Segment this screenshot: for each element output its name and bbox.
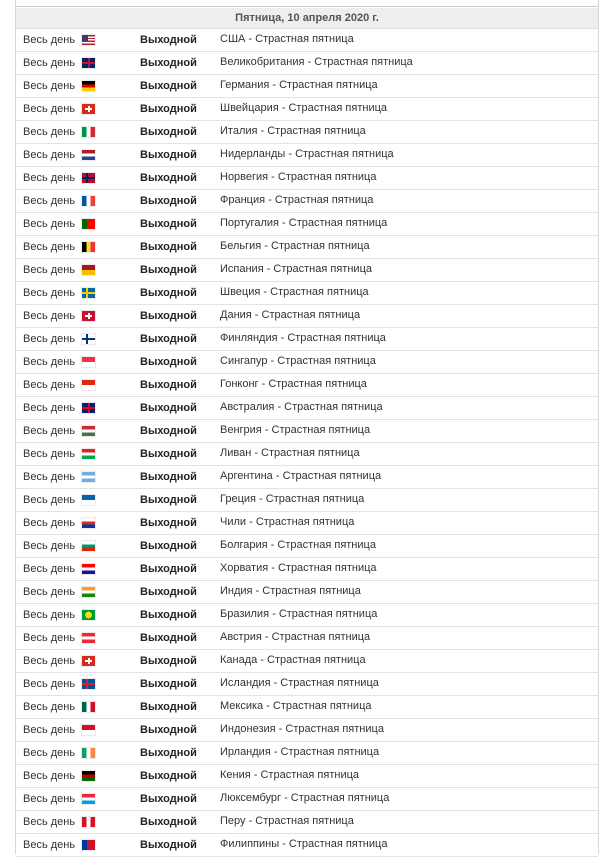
event-name[interactable]: Австралия - Страстная пятница	[220, 401, 383, 413]
table-row[interactable]	[16, 512, 598, 535]
table-row[interactable]	[16, 788, 598, 811]
bg-flag-icon	[82, 541, 95, 551]
time-cell: Весь день	[23, 402, 76, 414]
event-name[interactable]: Нидерланды - Страстная пятница	[220, 148, 394, 160]
event-name[interactable]: Хорватия - Страстная пятница	[220, 562, 377, 574]
table-row[interactable]	[16, 535, 598, 558]
event-name[interactable]: Швеция - Страстная пятница	[220, 286, 369, 298]
se-flag-icon	[82, 288, 95, 298]
event-name[interactable]: Португалия - Страстная пятница	[220, 217, 388, 229]
pt-flag-icon	[82, 219, 95, 229]
status-cell: Выходной	[140, 816, 197, 828]
table-row[interactable]	[16, 167, 598, 190]
table-row[interactable]	[16, 213, 598, 236]
status-cell: Выходной	[140, 34, 197, 46]
ke-flag-icon	[82, 771, 95, 781]
dk-flag-icon	[82, 311, 95, 321]
table-row[interactable]	[16, 121, 598, 144]
time-cell: Весь день	[23, 609, 76, 621]
status-cell: Выходной	[140, 425, 197, 437]
au-flag-icon	[82, 403, 95, 413]
time-cell: Весь день	[23, 678, 76, 690]
event-name[interactable]: Греция - Страстная пятница	[220, 493, 365, 505]
event-name[interactable]: Франция - Страстная пятница	[220, 194, 374, 206]
status-cell: Выходной	[140, 402, 197, 414]
time-cell: Весь день	[23, 816, 76, 828]
event-name[interactable]: Исландия - Страстная пятница	[220, 677, 379, 689]
table-row[interactable]	[16, 75, 598, 98]
time-cell: Весь день	[23, 356, 76, 368]
event-name[interactable]: Бразилия - Страстная пятница	[220, 608, 378, 620]
event-name[interactable]: Австрия - Страстная пятница	[220, 631, 371, 643]
event-name[interactable]: Индонезия - Страстная пятница	[220, 723, 384, 735]
event-name[interactable]: Дания - Страстная пятница	[220, 309, 361, 321]
status-cell: Выходной	[140, 517, 197, 529]
us-flag-icon	[82, 35, 95, 45]
event-name[interactable]: Чили - Страстная пятница	[220, 516, 355, 528]
table-row[interactable]	[16, 259, 598, 282]
table-row[interactable]	[16, 144, 598, 167]
status-cell: Выходной	[140, 540, 197, 552]
status-cell: Выходной	[140, 655, 197, 667]
table-row[interactable]	[16, 673, 598, 696]
table-row[interactable]	[16, 190, 598, 213]
gr-flag-icon	[82, 495, 95, 505]
event-name[interactable]: Ирландия - Страстная пятница	[220, 746, 380, 758]
table-row[interactable]	[16, 420, 598, 443]
event-name[interactable]: Перу - Страстная пятница	[220, 815, 354, 827]
event-name[interactable]: США - Страстная пятница	[220, 33, 354, 45]
status-cell: Выходной	[140, 701, 197, 713]
table-row[interactable]	[16, 52, 598, 75]
be-flag-icon	[82, 242, 95, 252]
status-cell: Выходной	[140, 333, 197, 345]
status-cell: Выходной	[140, 103, 197, 115]
ph-flag-icon	[82, 840, 95, 850]
table-row[interactable]	[16, 489, 598, 512]
status-cell: Выходной	[140, 747, 197, 759]
table-row[interactable]	[16, 98, 598, 121]
time-cell: Весь день	[23, 448, 76, 460]
time-cell: Весь день	[23, 655, 76, 667]
status-cell: Выходной	[140, 195, 197, 207]
mx-flag-icon	[82, 702, 95, 712]
status-cell: Выходной	[140, 609, 197, 621]
time-cell: Весь день	[23, 264, 76, 276]
event-name[interactable]: Филиппины - Страстная пятница	[220, 838, 388, 850]
at-flag-icon	[82, 633, 95, 643]
holiday-calendar-table	[15, 0, 599, 854]
date-header: Пятница, 10 апреля 2020 г.	[16, 8, 598, 29]
time-cell: Весь день	[23, 333, 76, 345]
status-cell: Выходной	[140, 57, 197, 69]
event-name[interactable]: Мексика - Страстная пятница	[220, 700, 372, 712]
table-row[interactable]	[16, 466, 598, 489]
event-name[interactable]: Ливан - Страстная пятница	[220, 447, 360, 459]
event-name[interactable]: Великобритания - Страстная пятница	[220, 56, 413, 68]
event-name[interactable]: Аргентина - Страстная пятница	[220, 470, 382, 482]
time-cell: Весь день	[23, 172, 76, 184]
status-cell: Выходной	[140, 793, 197, 805]
time-cell: Весь день	[23, 287, 76, 299]
hr-flag-icon	[82, 564, 95, 574]
status-cell: Выходной	[140, 218, 197, 230]
time-cell: Весь день	[23, 540, 76, 552]
table-row[interactable]	[16, 328, 598, 351]
table-row[interactable]	[16, 650, 598, 673]
table-row[interactable]	[16, 604, 598, 627]
time-cell: Весь день	[23, 80, 76, 92]
table-row[interactable]	[16, 581, 598, 604]
status-cell: Выходной	[140, 563, 197, 575]
status-cell: Выходной	[140, 264, 197, 276]
status-cell: Выходной	[140, 471, 197, 483]
time-cell: Весь день	[23, 425, 76, 437]
time-cell: Весь день	[23, 586, 76, 598]
table-row[interactable]	[16, 742, 598, 765]
time-cell: Весь день	[23, 471, 76, 483]
time-cell: Весь день	[23, 103, 76, 115]
time-cell: Весь день	[23, 57, 76, 69]
event-name[interactable]: Германия - Страстная пятница	[220, 79, 378, 91]
status-cell: Выходной	[140, 241, 197, 253]
de-flag-icon	[82, 81, 95, 91]
it-flag-icon	[82, 127, 95, 137]
status-cell: Выходной	[140, 80, 197, 92]
time-cell: Весь день	[23, 632, 76, 644]
es-flag-icon	[82, 265, 95, 275]
table-row[interactable]	[16, 558, 598, 581]
event-name[interactable]: Финляндия - Страстная пятница	[220, 332, 386, 344]
ar-flag-icon	[82, 472, 95, 482]
ie-flag-icon	[82, 748, 95, 758]
lb-flag-icon	[82, 449, 95, 459]
previous-section-edge	[16, 0, 598, 7]
ch-flag-icon	[82, 104, 95, 114]
nl-flag-icon	[82, 150, 95, 160]
hu-flag-icon	[82, 426, 95, 436]
event-name[interactable]: Болгария - Страстная пятница	[220, 539, 376, 551]
time-cell: Весь день	[23, 494, 76, 506]
status-cell: Выходной	[140, 126, 197, 138]
event-name[interactable]: Гонконг - Страстная пятница	[220, 378, 367, 390]
time-cell: Весь день	[23, 126, 76, 138]
id-flag-icon	[82, 725, 95, 735]
time-cell: Весь день	[23, 839, 76, 851]
table-row[interactable]	[16, 397, 598, 420]
status-cell: Выходной	[140, 586, 197, 598]
gb-flag-icon	[82, 58, 95, 68]
event-name[interactable]: Люксембург - Страстная пятница	[220, 792, 390, 804]
event-name[interactable]: Швейцария - Страстная пятница	[220, 102, 388, 114]
table-row[interactable]	[16, 443, 598, 466]
pe-flag-icon	[82, 817, 95, 827]
br-flag-icon	[82, 610, 95, 620]
in-flag-icon	[82, 587, 95, 597]
fi-flag-icon	[82, 334, 95, 344]
no-flag-icon	[82, 173, 95, 183]
time-cell: Весь день	[23, 517, 76, 529]
event-name[interactable]: Канада - Страстная пятница	[220, 654, 366, 666]
status-cell: Выходной	[140, 379, 197, 391]
event-name[interactable]: Норвегия - Страстная пятница	[220, 171, 377, 183]
status-cell: Выходной	[140, 632, 197, 644]
time-cell: Весь день	[23, 149, 76, 161]
time-cell: Весь день	[23, 310, 76, 322]
table-row[interactable]	[16, 627, 598, 650]
hk-flag-icon	[82, 380, 95, 390]
event-name[interactable]: Испания - Страстная пятница	[220, 263, 372, 275]
event-name[interactable]: Венгрия - Страстная пятница	[220, 424, 371, 436]
status-cell: Выходной	[140, 770, 197, 782]
table-row[interactable]	[16, 696, 598, 719]
cl-flag-icon	[82, 518, 95, 528]
time-cell: Весь день	[23, 770, 76, 782]
event-name[interactable]: Кения - Страстная пятница	[220, 769, 360, 781]
status-cell: Выходной	[140, 494, 197, 506]
status-cell: Выходной	[140, 839, 197, 851]
table-row[interactable]	[16, 305, 598, 328]
event-name[interactable]: Индия - Страстная пятница	[220, 585, 361, 597]
table-row[interactable]	[16, 282, 598, 305]
table-row[interactable]	[16, 29, 598, 52]
time-cell: Весь день	[23, 195, 76, 207]
time-cell: Весь день	[23, 34, 76, 46]
is-flag-icon	[82, 679, 95, 689]
event-name[interactable]: Италия - Страстная пятница	[220, 125, 366, 137]
time-cell: Весь день	[23, 218, 76, 230]
time-cell: Весь день	[23, 563, 76, 575]
table-row[interactable]	[16, 236, 598, 259]
status-cell: Выходной	[140, 678, 197, 690]
time-cell: Весь день	[23, 747, 76, 759]
ca-flag-icon	[82, 656, 95, 666]
status-cell: Выходной	[140, 149, 197, 161]
status-cell: Выходной	[140, 724, 197, 736]
event-name[interactable]: Сингапур - Страстная пятница	[220, 355, 376, 367]
status-cell: Выходной	[140, 172, 197, 184]
time-cell: Весь день	[23, 379, 76, 391]
time-cell: Весь день	[23, 241, 76, 253]
event-name[interactable]: Бельгия - Страстная пятница	[220, 240, 370, 252]
status-cell: Выходной	[140, 310, 197, 322]
status-cell: Выходной	[140, 448, 197, 460]
fr-flag-icon	[82, 196, 95, 206]
time-cell: Весь день	[23, 701, 76, 713]
time-cell: Весь день	[23, 793, 76, 805]
lu-flag-icon	[82, 794, 95, 804]
holiday-rows	[16, 29, 598, 857]
status-cell: Выходной	[140, 287, 197, 299]
table-row[interactable]	[16, 811, 598, 834]
table-row[interactable]	[16, 765, 598, 788]
sg-flag-icon	[82, 357, 95, 367]
time-cell: Весь день	[23, 724, 76, 736]
table-row[interactable]	[16, 351, 598, 374]
table-row[interactable]	[16, 719, 598, 742]
table-row[interactable]	[16, 374, 598, 397]
status-cell: Выходной	[140, 356, 197, 368]
